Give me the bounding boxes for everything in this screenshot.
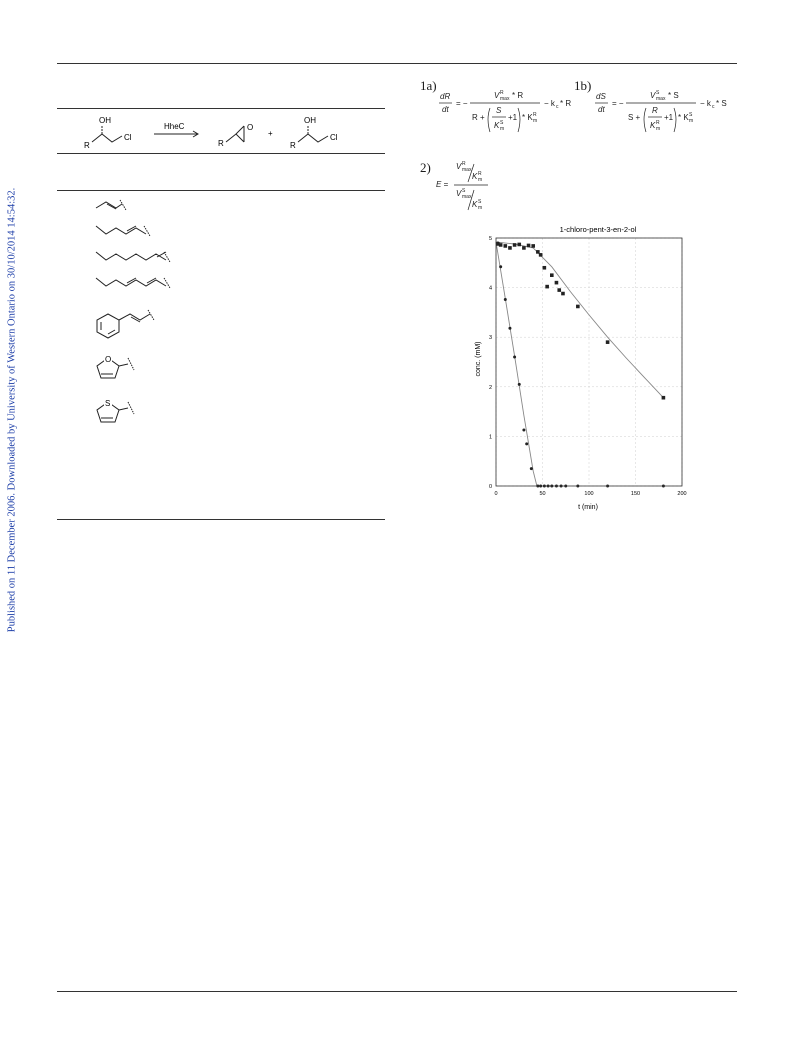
equation-1a bbox=[438, 88, 578, 140]
eq1b-inner-sup: R bbox=[656, 120, 660, 126]
eq1a-inner-num: S bbox=[496, 106, 502, 115]
pentenyl-structure bbox=[96, 226, 150, 236]
chart-tick-labels bbox=[489, 236, 687, 497]
data-point-square bbox=[499, 243, 503, 247]
epoxide-r: R bbox=[218, 139, 224, 148]
eq2-k-bot-sup: S bbox=[478, 199, 482, 205]
eq1b-num-sup: S bbox=[656, 90, 660, 96]
furan-structure bbox=[97, 358, 134, 378]
eq1a-km-sup: R bbox=[533, 112, 537, 118]
product-r: R bbox=[290, 141, 296, 150]
data-point-square bbox=[517, 243, 521, 247]
product-bonds bbox=[298, 134, 328, 142]
product-oh: OH bbox=[304, 116, 316, 125]
eq1a-tail-sub: c bbox=[556, 104, 559, 110]
eq1a-inner-den: K bbox=[494, 121, 500, 130]
y-tick-label: 4 bbox=[488, 285, 492, 292]
furan-oxygen: O bbox=[105, 355, 112, 364]
eq1b-den-s: S + bbox=[628, 113, 641, 122]
data-point-square bbox=[508, 246, 512, 250]
thiophene-structure bbox=[97, 402, 134, 422]
eq2-v-top-sup: R bbox=[462, 161, 466, 167]
eq2-v-bot-sup: S bbox=[462, 188, 466, 194]
eq2-k-bot: K bbox=[472, 200, 478, 209]
eq1b-eq: = − bbox=[612, 99, 624, 108]
concentration-chart bbox=[468, 222, 704, 518]
data-point-square bbox=[522, 246, 526, 250]
eq1b-lhs-num: dS bbox=[596, 92, 606, 101]
eq1b-tail-end: * S bbox=[716, 99, 727, 108]
eq1a-num-sup: R bbox=[500, 90, 504, 96]
chart-data-points bbox=[496, 241, 665, 487]
data-point-square bbox=[527, 244, 531, 248]
equation-2 bbox=[436, 156, 516, 214]
eq1a-label: 1a) bbox=[420, 78, 437, 93]
eq2-v-bot-sub: max bbox=[462, 194, 472, 200]
eq1b-tail-sub: c bbox=[712, 104, 715, 110]
reactant-cl: Cl bbox=[124, 133, 132, 142]
x-tick-label: 200 bbox=[677, 491, 687, 497]
eq1b-inner-sub: m bbox=[656, 126, 661, 132]
eq1a-tail-end: * R bbox=[560, 99, 572, 108]
eq1a-km-sub: m bbox=[533, 118, 538, 124]
eq1b-tail: − k bbox=[700, 99, 711, 108]
y-tick-label: 3 bbox=[488, 335, 492, 342]
epoxide-o: O bbox=[247, 123, 254, 132]
reactant-bonds bbox=[92, 134, 122, 142]
eq1a-inner-sub: m bbox=[500, 126, 505, 132]
chart-y-axis-label: conc. (mM) bbox=[475, 341, 482, 377]
thiophene-sulfur: S bbox=[105, 399, 111, 408]
eq1b-lhs-den: dt bbox=[598, 105, 605, 114]
eq2-k-top-sub: m bbox=[478, 177, 483, 183]
data-point-square bbox=[561, 292, 565, 296]
propenyl-structure bbox=[96, 200, 126, 210]
reaction-scheme bbox=[80, 112, 370, 152]
eq1b-inner-den: K bbox=[650, 121, 656, 130]
eq1a-times-km: * K bbox=[522, 113, 533, 122]
y-tick-label: 1 bbox=[488, 434, 492, 441]
eq1b-plus-one: +1 bbox=[664, 113, 674, 122]
eq2-lhs: E = bbox=[436, 180, 449, 189]
eq2-v-top: V bbox=[456, 162, 462, 171]
data-point-square bbox=[576, 305, 580, 309]
eq1b-num-sub: max bbox=[656, 96, 666, 102]
eq1a-num-sub: max bbox=[500, 96, 510, 102]
table-scheme-rule bbox=[57, 153, 385, 154]
fit-curve-2 bbox=[496, 242, 537, 486]
eq1a-eq: = − bbox=[456, 99, 468, 108]
eq1a-num-tail: * R bbox=[512, 91, 524, 100]
data-point-square bbox=[550, 273, 554, 277]
eq1b-num: V bbox=[650, 91, 656, 100]
eq2-k-bot-sub: m bbox=[478, 205, 483, 211]
x-tick-label: 100 bbox=[584, 491, 594, 497]
data-point-circle bbox=[496, 241, 499, 244]
data-point-circle bbox=[504, 298, 507, 301]
equation-1b bbox=[594, 88, 734, 140]
x-tick-label: 150 bbox=[630, 491, 641, 497]
eq1b-inner-num: R bbox=[652, 106, 658, 115]
eq1a-plus-one: +1 bbox=[508, 113, 518, 122]
data-point-circle bbox=[513, 356, 516, 359]
eq1a-tail: − k bbox=[544, 99, 555, 108]
y-tick-label: 5 bbox=[488, 236, 492, 242]
eq1b-km-sub: m bbox=[689, 118, 694, 124]
data-point-square bbox=[557, 288, 561, 292]
eq2-k-top: K bbox=[472, 172, 478, 181]
styryl-structure bbox=[97, 310, 154, 338]
download-notice bbox=[2, 180, 22, 640]
data-point-circle bbox=[499, 265, 502, 268]
y-tick-label: 0 bbox=[488, 484, 492, 490]
data-point-square bbox=[531, 244, 535, 248]
eq1a-num: V bbox=[494, 91, 500, 100]
heptenyl-structure bbox=[96, 252, 170, 262]
eq1a-den-r: R + bbox=[472, 113, 485, 122]
reactant-r: R bbox=[84, 141, 90, 150]
eq1a-lhs-num: dR bbox=[440, 92, 451, 101]
eq2-v-top-sub: max bbox=[462, 167, 472, 173]
eq1b-km-sup: S bbox=[689, 112, 693, 118]
data-point-square bbox=[545, 285, 549, 289]
chart-title: 1-chloro-pent-3-en-2-ol bbox=[559, 225, 637, 234]
product-cl: Cl bbox=[330, 133, 338, 142]
heptadienyl-structure bbox=[96, 278, 170, 288]
data-point-square bbox=[606, 340, 610, 344]
table-header-rule bbox=[57, 190, 385, 191]
reactant-oh: OH bbox=[99, 116, 111, 125]
eq1a-lhs-den: dt bbox=[442, 105, 449, 114]
eq1b-num-tail: * S bbox=[668, 91, 679, 100]
data-point-circle bbox=[525, 442, 528, 445]
fit-curve-1 bbox=[496, 242, 663, 398]
epoxide-bonds bbox=[226, 134, 244, 142]
substituent-structures bbox=[92, 196, 202, 432]
data-point-square bbox=[543, 266, 547, 270]
eq2-k-top-sup: R bbox=[478, 171, 482, 177]
eq2-v-bot: V bbox=[456, 189, 462, 198]
chart-x-axis-label: t (min) bbox=[578, 504, 598, 511]
data-point-circle bbox=[508, 327, 511, 330]
footer-rule bbox=[57, 991, 737, 992]
data-point-circle bbox=[530, 467, 533, 470]
data-point-square bbox=[539, 253, 543, 257]
eq2-label: 2) bbox=[420, 160, 431, 175]
chart-fit-curves bbox=[496, 242, 663, 486]
x-tick-label: 0 bbox=[494, 491, 498, 497]
eq1b-label: 1b) bbox=[574, 78, 592, 93]
data-point-square bbox=[662, 396, 666, 400]
data-point-square bbox=[555, 281, 559, 285]
data-point-circle bbox=[518, 383, 521, 386]
x-tick-label: 50 bbox=[539, 491, 546, 497]
data-point-circle bbox=[522, 428, 525, 431]
data-point-square bbox=[504, 244, 508, 248]
chart-grid bbox=[496, 238, 682, 486]
y-tick-label: 2 bbox=[488, 384, 492, 391]
table-top-rule bbox=[57, 108, 385, 109]
table-bottom-rule bbox=[57, 519, 385, 520]
eq1a-inner-sup: S bbox=[500, 120, 504, 126]
eq1b-times-km: * K bbox=[678, 113, 689, 122]
download-notice-text: Published on 11 December 2006. Downloaded by University of Western Ontario on 30/10/2014 14:54:32. bbox=[6, 187, 18, 633]
enzyme-label: HheC bbox=[164, 122, 185, 131]
plus-sign: + bbox=[268, 129, 273, 138]
data-point-square bbox=[513, 243, 517, 247]
header-rule bbox=[57, 63, 737, 64]
